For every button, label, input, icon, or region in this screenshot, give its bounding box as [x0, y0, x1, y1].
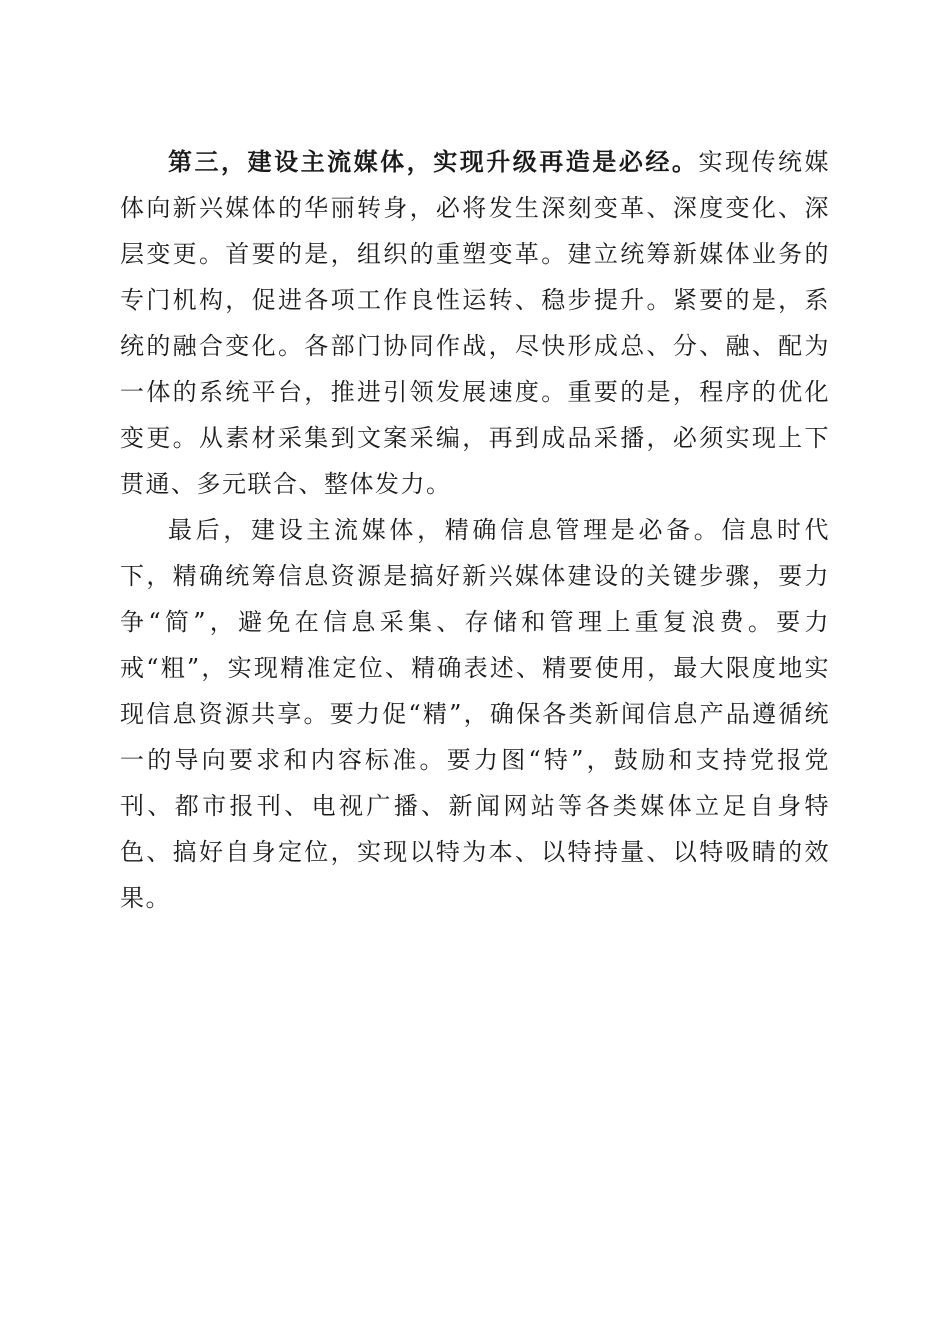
paragraph-text: 实现传统媒体向新兴媒体的华丽转身，必将发生深刻变革、深度变化、深层变更。首要的是，组织的重塑变革。建立统筹新媒体业务的专门机构，促进各项工作良性运转、稳步提升。紧要的是，系统的融合变化。各部门协同作战，尽快形成总、分、融、配为一体的系统平台，推进引领发展速度。重要的是，程序的优化变更。从素材采集到文案采编，再到成品采播，必须实现上下贯通、多元联合、整体发力。 — [120, 148, 831, 498]
paragraph-third-point — [120, 139, 830, 507]
document-body — [120, 139, 830, 921]
paragraph-text: 最后，建设主流媒体，精确信息管理是必备。信息时代下，精确统筹信息资源是搞好新兴媒体建设的关键步骤，要力争“简”，避免在信息采集、存储和管理上重复浪费。要力戒“粗”，实现精准定位、精确表述、精要使用，最大限度地实现信息资源共享。要力促“精”，确保各类新闻信息产品遵循统一的导向要求和内容标准。要力图“特”，鼓励和支持党报党刊、都市报刊、电视广播、新闻网站等各类媒体立足自身特色、搞好自身定位，实现以特为本、以特持量、以特吸睛的效果。 — [120, 516, 830, 912]
paragraph-final-point — [120, 507, 830, 921]
paragraph-lead: 第三，建设主流媒体，实现升级再造是必经。 — [168, 147, 699, 176]
